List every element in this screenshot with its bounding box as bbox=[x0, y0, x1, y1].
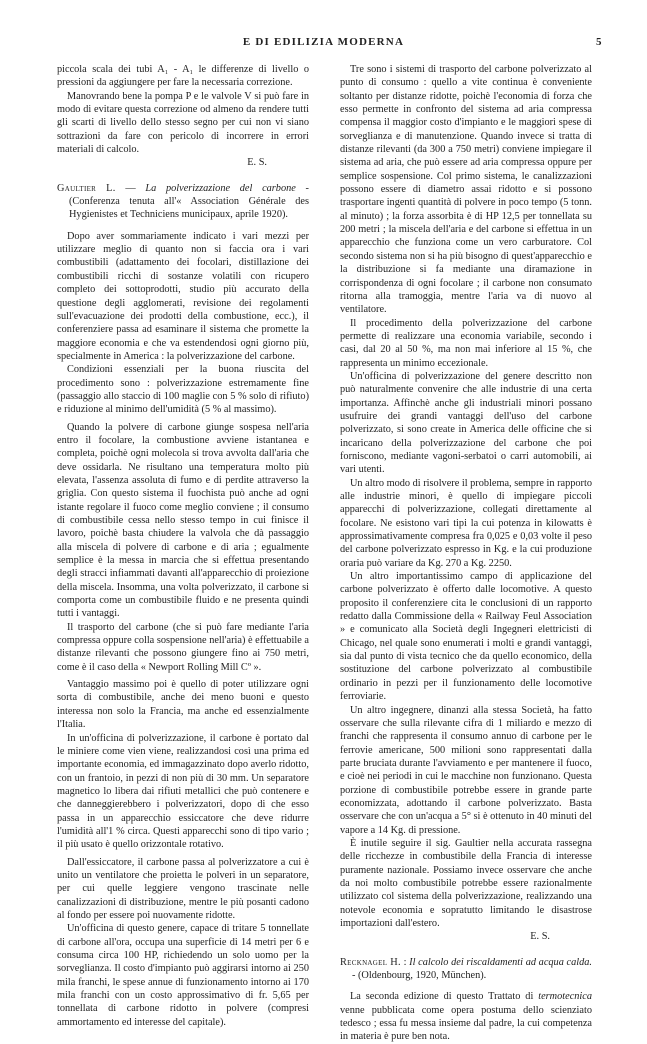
paragraph-text: La seconda edizione di questo Trattato di bbox=[350, 991, 539, 1003]
right-column bbox=[340, 63, 592, 1044]
paragraph: Un altro ingegnere, dinanzi alla stessa Società, ha fatto osservare che sulla rilevante cifra di 1 miliardo e mezzo di franchi che rappresenta il consumo annuo di carbone per le ferrovie americane, 500 milioni sono rappresentati dalla parte bruciata durante l'avviamento e per mantenere il fuoco, e cioè nei periodi in cui le macchine non funzionano. Questa porzione di combustibile potrebbe essere in grande parte economizzata, adottando il carbone polverizzato. Basta osservare che con un'acqua a 5° si è ottenuto in 40 minuti del vapore a 14 Kg. di pressione. bbox=[340, 704, 592, 836]
paragraph: Il procedimento della polverizzazione del carbone permette di realizzare una economia variabile, secondo i casi, dal 20 al 50 %, ma non mai inferiore al 15 %, che rappresenta un minimo eccezionale. bbox=[340, 317, 592, 369]
left-column bbox=[57, 63, 309, 1029]
entry-author: Recknagel H. bbox=[340, 956, 401, 968]
paragraph: Tre sono i sistemi di trasporto del carbone polverizzato al punto di consumo : quello a vite continua è conveniente soltanto per distanze ridotte, poichè l'economia di forza che esso permette in confronto del sistema ad aria compressa compensa il maggior costo d'impianto e le maggiori spese di sorveglianza e di manutenzione. Quando invece si tratta di distanze rilevanti (da 300 a 750 metri) conviene impiegare il sistema ad aria, che può essere ad aria compressa oppure per semplice sospensione. Col primo sistema, le canalizzazioni possono essere di diametro assai ridotto e si possono trasportare ingenti quantità di polvere in poco tempo (5 tonn. al minuto) ; la forza assorbita è di HP 12,5 per tonnellata su 200 metri ; la miscela dell'aria e del carbone si effettua in un apparecchio che funziona come un vero carburatore. Col secondo sistema non si ha più bisogno di quest'apparecchio e la distribuzione si fa mediante una diramazione in corrispondenza di ogni focolare ; il carbone non consumato ritorna alla tramoggia, mentre l'aria va di nuovo al ventilatore. bbox=[340, 64, 592, 316]
entry-title: La polverizzazione del carbone bbox=[145, 182, 296, 194]
paragraph: Il trasporto del carbone (che si può fare mediante l'aria compressa oppure colla sospensione nell'aria) è effettuabile a distanze rilevanti che possono giungere fino ai 750 metri, come è il caso della « Newport Rolling Mill Cº ». bbox=[57, 621, 309, 673]
entry-title: Il calcolo dei riscaldamenti ad acqua calda. bbox=[409, 956, 592, 968]
paragraph: Quando la polvere di carbone giunge sospesa nell'aria entro il focolare, la combustione avviene istantanea e completa, poichè ogni molecola si trova avvolta dall'aria che deve ossidarla. Ne risultano una temperatura molto più elevata, l'assenza assoluta di fumo e di perdite attraverso la griglia. Con questo sistema il fuochista può anche ad ogni istante regolare il fuoco come meglio conviene ; il consumo di combustibile cessa nello stesso tempo in cui finisce il lavoro, poichè basta chiudere la valvola che dà passaggio alla miscela di polvere di carbone e di aria ; egualmente semplice è la messa in marcia che si effettua presentando degli stracci infiammati davanti all'apparecchio di proiezione della miscela. Insomma, una volta polverizzato, il carbone si comporta come un combustibile fluido e ne presenta quindi tutti i vantaggi. bbox=[57, 421, 309, 620]
paragraph: piccola scala dei tubi A₁ - A₁ le differenze di livello o pressioni da aggiungere per fare la necessaria correzione. bbox=[57, 64, 309, 89]
paragraph: Un'officina di questo genere, capace di tritare 5 tonnellate di carbone all'ora, occupa una superficie di 14 metri per 6 e consuma circa 100 HP, richiedendo un solo uomo per la sorveglianza. Il costo d'impianto può aggirarsi intorno ai 250 mila franchi, le spese annue di funzionamento intorno ai 170 mila franchi con un costo approssimativo di fr. 5,65 per tonnellata di carbone ridotto in polvere (compresi ammortamento ed interesse del capitale). bbox=[57, 923, 309, 1028]
italic-term: termotecnica bbox=[538, 991, 592, 1003]
entry-details: - (Oldenbourg, 1920, München). bbox=[352, 970, 487, 982]
signature: E. S. bbox=[530, 931, 550, 943]
bibliographic-entry bbox=[57, 182, 309, 222]
bibliographic-entry bbox=[340, 956, 592, 983]
entry-dash: — bbox=[115, 182, 146, 194]
paragraph-text: venne pubblicata come opera postuma dello scienziato tedesco ; essa fu messa insieme dal padre, la cui competenza in materia è pure ben nota. bbox=[340, 1004, 592, 1043]
paragraph: Un'officina di polverizzazione del genere descritto non può naturalmente convenire che alle industrie di una certa importanza. Affinchè anche gli industriali minori possano usufruire dei grandi vantaggi dell'uso del carbone polverizzato, si sono create in America delle officine che si incaricano della polverizzazione del carbone che poi forniscono, mediante vagoni-serbatoi o carri automobili, ai vari utenti. bbox=[340, 370, 592, 476]
running-title: E DI EDILIZIA MODERNA bbox=[242, 36, 405, 48]
entry-separator: : bbox=[400, 956, 410, 968]
paragraph: Condizioni essenziali per la buona riuscita del procedimento sono : polverizzazione estremamente fine (passaggio allo staccio di 100 maglie con 5 % solo di rifiuto) e riduzione al minimo dell'umidità (5 % al massimo). bbox=[57, 364, 309, 416]
signature: E. S. bbox=[247, 157, 267, 169]
paragraph: In un'officina di polverizzazione, il carbone è portato dal le miniere come vien viene, realizzandosi così una prima ed importante economia, ed immagazzinato dopo averlo ridotto, con un frantoio, in pezzi di non più di 30 mm. Un separatore magnetico lo libera dai rifiuti metallici che può contenere e che danneggierebbero i polverizzatori, dopo di che esso passa in un apparecchio essiccatore che deve ridurre l'umidità all'1 % circa. Questi apparecchi sono di tipo vario ; il più usato è quello orizzontale rotativo. bbox=[57, 732, 309, 851]
paragraph: È inutile seguire il sig. Gaultier nella accurata rassegna delle ricchezze in combustibile della Francia di interesse puramente nazionale. Possiamo invece osservare che anche da noi molto combustibile potrebbe essere razionalmente utilizzato col sistema della polverizzazione, realizzando una notevole economia e sopratutto limitando le disastrose importazioni dall'estero. bbox=[340, 837, 592, 929]
entry-details: - (Conferenza tenuta all'« Association Générale des Hygienistes et Techniciens municipaux, aprile 1920). bbox=[69, 182, 309, 221]
paragraph: Un altro modo di risolvere il problema, sempre in rapporto alle industrie minori, è quello di impiegare piccoli apparecchi di polverizzazione, collegati direttamente al focolare. Ne esistono vari tipi la cui potenza in kilowatts è approssimativamente compresa fra 0,025 e 0,03 volte il peso del carbone polverizzato espresso in Kg. e la cui produzione oraria può variare da Kg. 270 a Kg. 2250. bbox=[340, 477, 592, 569]
paragraph: Dopo aver sommariamente indicato i vari mezzi per utilizzare meglio di quanto non si faccia ora i vari combustibili (adattamento dei focolari, distillazione dei combustibili ricchi di sostanze volatili con ricupero completo dei sottoprodotti, studio più accurato della questione degli agglomerati, revisione dei regolamenti sull'evacuazione dei prodotti della combustione, ecc.), il conferenziere passa ad esaminare il sistema che promette la maggiore economia e che va estendendosi ogni giorno più, specialmente in America : la polverizzazione del carbone. bbox=[57, 230, 309, 362]
paragraph: Vantaggio massimo poi è quello di poter utilizzare ogni sorta di combustibile, anche dei meno buoni e questo interessa non solo la Francia, ma anche ed essenzialmente l'Italia. bbox=[57, 679, 309, 731]
page-number: 5 bbox=[596, 36, 602, 48]
paragraph bbox=[340, 990, 592, 1043]
paragraph: Manovrando bene la pompa P e le valvole V si può fare in modo di evitare questa correzione od almeno da rendere tutti gli scarti di livello dello stesso segno per cui non vi siano sottrazioni da fare con pericolo di incorrere in errori materiali di calcolo. bbox=[57, 90, 309, 156]
paragraph: Dall'essiccatore, il carbone passa al polverizzatore a cui è unito un ventilatore che proietta le polveri in un separatore, per cui quelle leggiere vengono trascinate nelle canalizzazioni di distribuzione, mentre le più posanti cadono al fondo per essere poi nuovamente ridotte. bbox=[57, 856, 309, 921]
paragraph: Un altro importantissimo campo di applicazione del carbone polverizzato è offerto dalle locomotive. A questo proposito il conferenziere cita le conclusioni di un rapporto redatto dalla Commissione della « Railway Feul Association » e comunicato alla Società degli Ingegneri elettricisti di Chicago, nel quale sono enumerati i molti e grandi vantaggi, sia dal punto di vista tecnico che da quello economico, della sostituzione del carbone polverizzato al combustibile ordinario in pezzi per il funzionamento delle locomotive ferroviarie. bbox=[340, 571, 592, 703]
entry-author: Gaultier L. bbox=[57, 182, 116, 194]
